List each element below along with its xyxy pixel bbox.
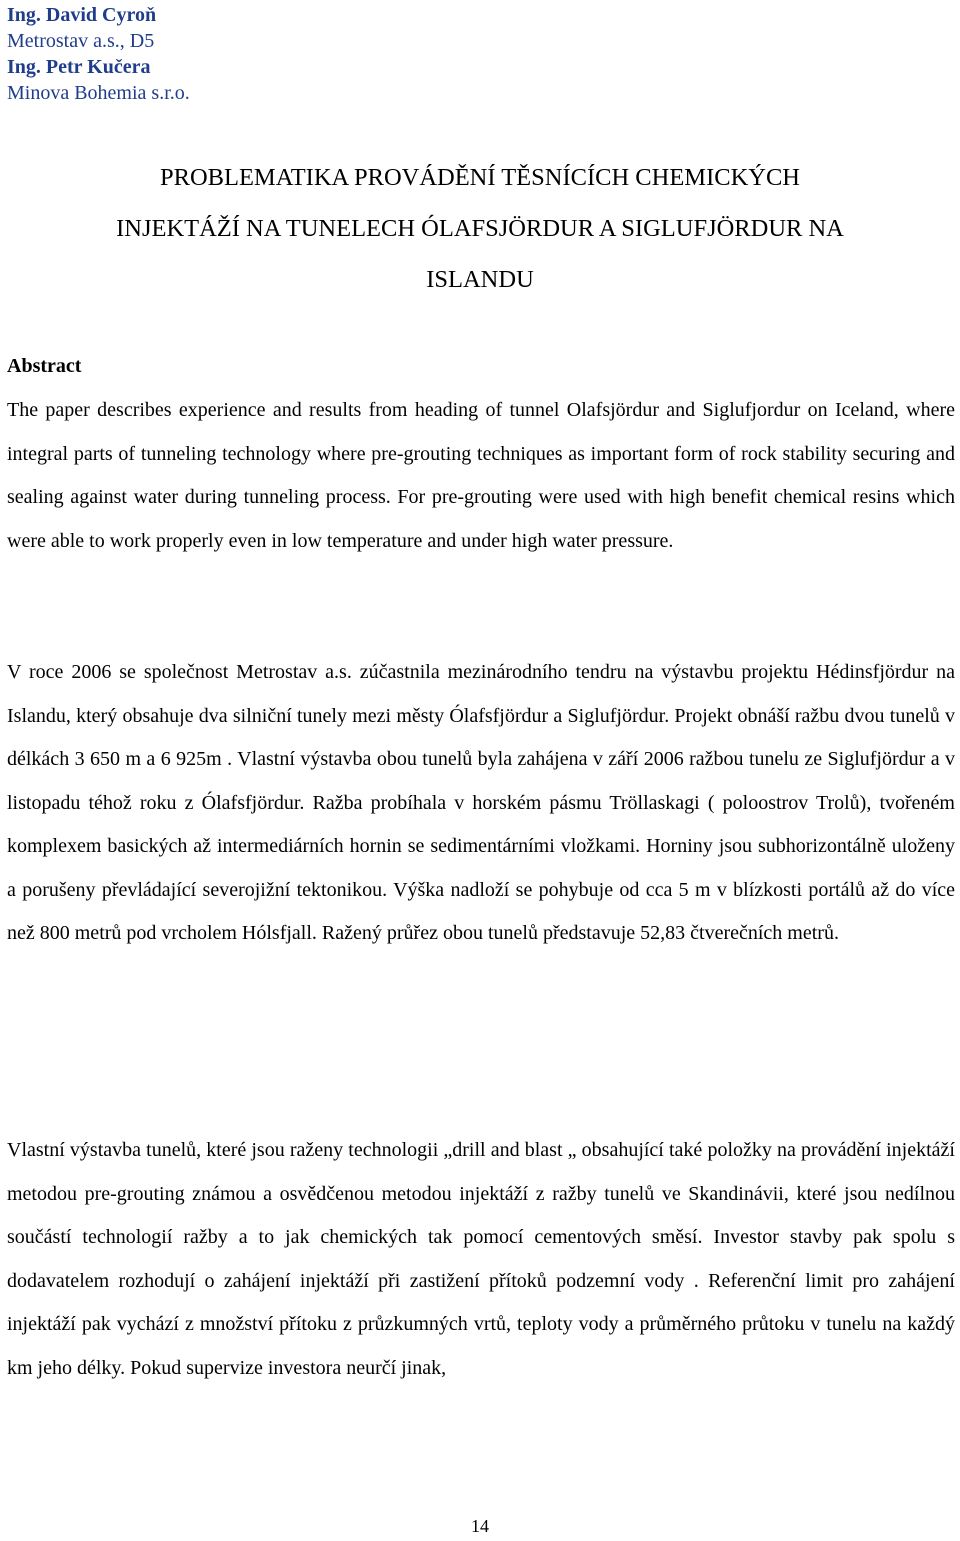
paper-title-line-2: INJEKTÁŽÍ NA TUNELECH ÓLAFSJÖRDUR A SIGLUFJÖRDUR NA <box>116 215 844 242</box>
page-number: 14 <box>471 1516 489 1536</box>
body-paragraph-2: Vlastní výstavba tunelů, které jsou raženy technologii „drill and blast „ obsahující také položky na provádění injektáží metodou pre-grouting známou a osvědčenou metodou injektáží z ražby tunelů ve Skandinávii, které jsou nedílnou součástí technologií ražby a to jak chemických tak pomocí cementových směsí. Investor stavby pak spolu s dodavatelem rozhodují o zahájení injektáží při zastižení přítoků podzemní vody . Referenční limit pro zahájení injektáží pak vychází z množství přítoku z průzkumných vrtů, teploty vody a průměrného průtoku v tunelu na každý km jeho délky. Pokud supervize investora neurčí jinak, <box>7 1139 955 1379</box>
abstract-text: The paper describes experience and results from heading of tunnel Olafsjördur and Siglufjordur on Iceland, where integral parts of tunneling technology where pre-grouting techniques as important form of rock stability securing and sealing against water during tunneling process. For pre-grouting were used with high benefit chemical resins which were able to work properly even in low temperature and under high water pressure. <box>7 399 955 552</box>
author-organization-2: Minova Bohemia s.r.o. <box>7 82 190 104</box>
abstract-heading: Abstract <box>7 355 82 377</box>
author-name-1: Ing. David Cyroň <box>7 4 157 26</box>
paper-title <box>0 152 960 305</box>
author-organization-1: Metrostav a.s., D5 <box>7 30 155 52</box>
paper-title-line-3: ISLANDU <box>426 266 534 293</box>
paper-title-line-1: PROBLEMATIKA PROVÁDĚNÍ TĚSNÍCÍCH CHEMICKÝCH <box>160 164 800 191</box>
author-block <box>7 2 190 106</box>
body-paragraph-1: V roce 2006 se společnost Metrostav a.s. zúčastnila mezinárodního tendru na výstavbu projektu Hédinsfjördur na Islandu, který obsahuje dva silniční tunely mezi městy Ólafsfjördur a Siglufjördur. Projekt obnáší ražbu dvou tunelů v délkách 3 650 m a 6 925m . Vlastní výstavba obou tunelů byla zahájena v září 2006 ražbou tunelu ze Siglufjördur a v listopadu téhož roku z Ólafsfjördur. Ražba probíhala v horském pásmu Tröllaskagi ( poloostrov Trolů), tvořeném komplexem basických až intermediárních hornin se sedimentárními vložkami. Horniny jsou subhorizontálně uloženy a porušeny převládající severojižní tektonikou. Výška nadloží se pohybuje od cca 5 m v blízkosti portálů až do více než 800 metrů pod vrcholem Hólsfjall. Ražený průřez obou tunelů představuje 52,83 čtverečních metrů. <box>7 661 955 944</box>
author-name-2: Ing. Petr Kučera <box>7 56 151 78</box>
